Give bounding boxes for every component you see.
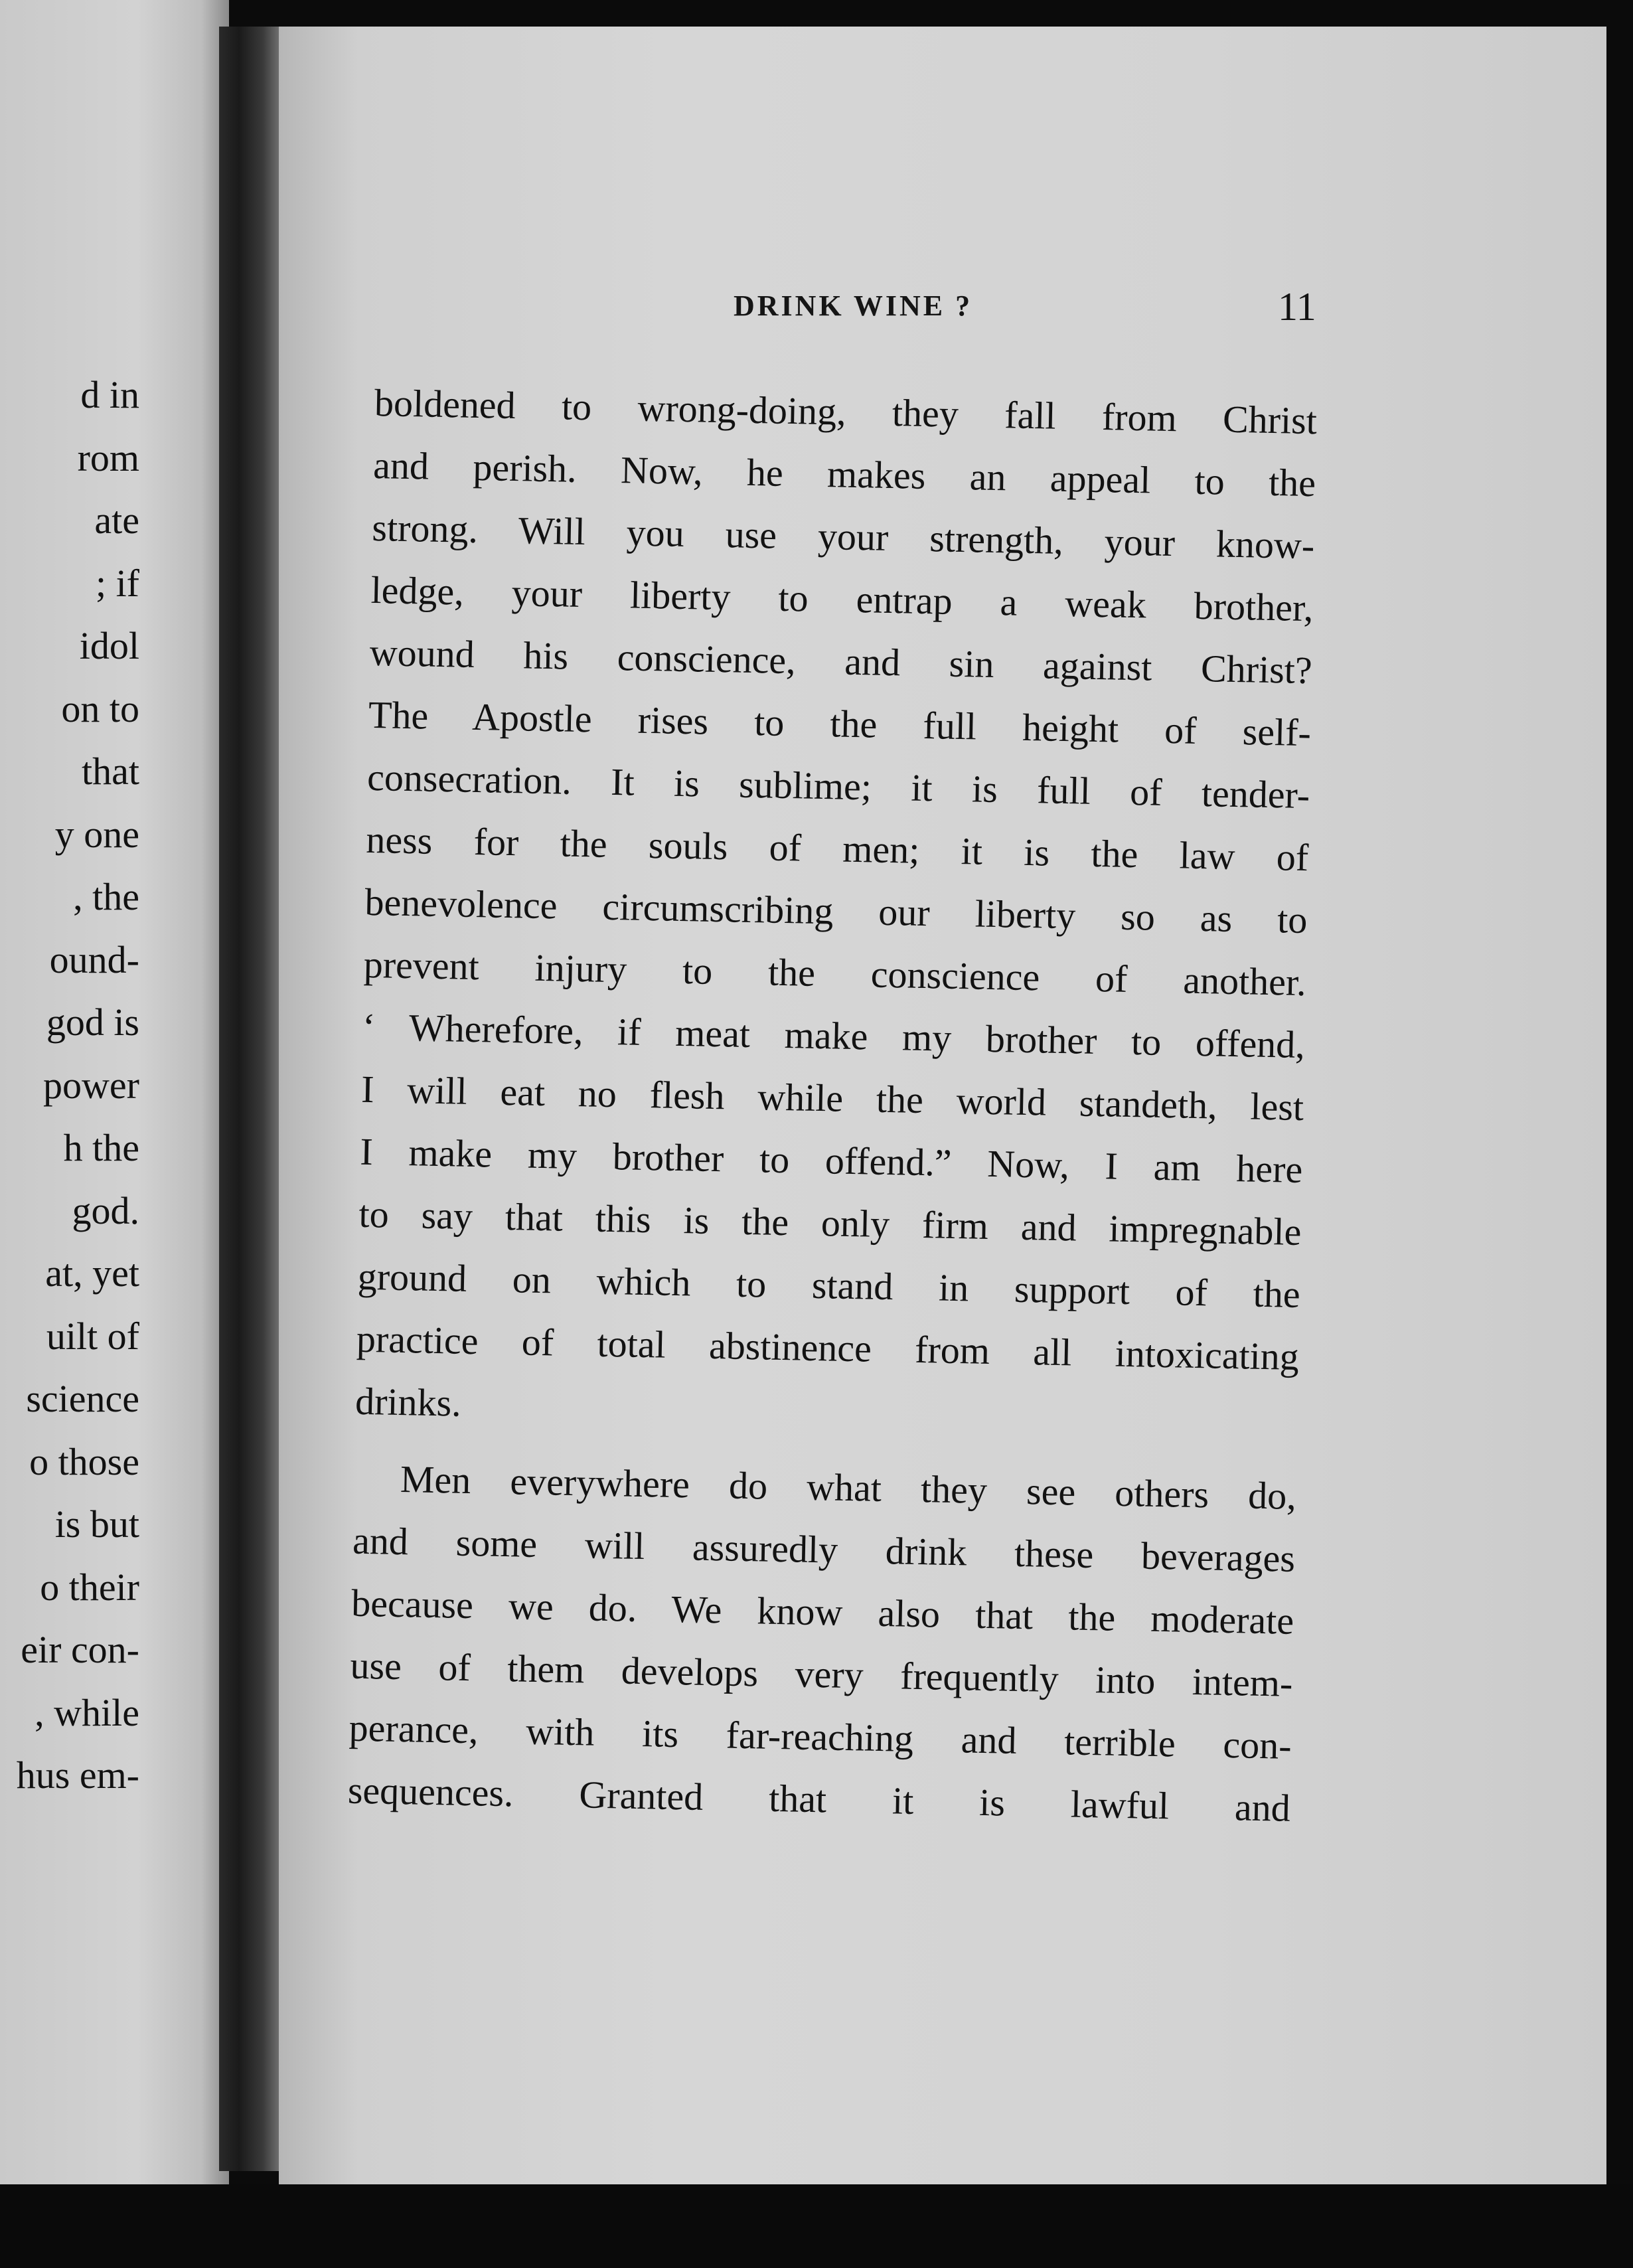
left-line: god is — [46, 1001, 139, 1044]
text-line: ‘ Wherefore, if meat make my brother to offend, — [362, 1005, 1306, 1067]
text-line: ness for the souls of men; it is the law of — [365, 817, 1309, 880]
text-line: The Apostle rises to the full height of self- — [368, 692, 1312, 755]
running-header: DRINK WINE ? — [734, 289, 973, 322]
text-line: practice of total abstinence from all intoxicating — [356, 1317, 1300, 1378]
left-page — [0, 0, 229, 2184]
scan-bottom-margin — [0, 2184, 1633, 2268]
left-line: hus em- — [16, 1753, 139, 1797]
left-line: idol — [79, 624, 139, 667]
text-line: boldened to wrong-doing, they fall from Christ — [374, 380, 1318, 443]
text-line: ledge, your liberty to entrap a weak brother, — [370, 568, 1314, 630]
left-line: o their — [40, 1565, 139, 1609]
text-line: to say that this is the only firm and impregnable — [358, 1192, 1302, 1254]
text-line: use of them develops very frequently into intem- — [349, 1643, 1293, 1705]
left-line: , the — [73, 875, 139, 918]
left-line: on to — [61, 687, 139, 730]
left-line: rom — [77, 436, 139, 479]
text-line: wound his conscience, and sin against Christ? — [369, 630, 1313, 692]
page-body — [347, 372, 1318, 1840]
text-line: sequences. Granted that it is lawful and — [347, 1768, 1291, 1830]
left-line: at, yet — [45, 1252, 139, 1295]
left-line: that — [82, 750, 139, 793]
left-page-text — [0, 364, 139, 1807]
text-line: and perish. Now, he makes an appeal to the — [372, 443, 1316, 505]
left-line: , while — [35, 1690, 139, 1734]
text-line: ground on which to stand in support of the — [357, 1254, 1301, 1317]
text-line: I make my brother to offend.” Now, I am here — [359, 1129, 1303, 1192]
left-line: ; if — [95, 561, 139, 605]
left-line: is but — [54, 1502, 139, 1546]
left-line: eir con- — [21, 1628, 139, 1671]
left-line: uilt of — [46, 1314, 139, 1358]
text-line: benevolence circumscribing our liberty so as to — [364, 880, 1308, 942]
text-line: prevent injury to the conscience of another. — [363, 942, 1307, 1005]
left-line: y one — [54, 812, 139, 856]
text-line: I will eat no flesh while the world standeth, lest — [360, 1067, 1304, 1129]
text-line: and some will assuredly drink these beverages — [352, 1518, 1296, 1580]
left-line: d in — [80, 373, 139, 416]
left-line: power — [43, 1063, 139, 1107]
page-number: 11 — [1278, 285, 1316, 329]
left-line: h the — [63, 1126, 139, 1169]
text-line: Men everywhere do what they see others do, — [400, 1457, 1297, 1518]
text-line: drinks. — [354, 1379, 462, 1425]
left-line: science — [26, 1377, 139, 1420]
text-line: strong. Will you use your strength, your know- — [371, 505, 1315, 568]
left-line: o those — [29, 1439, 139, 1483]
text-line: because we do. We know also that the moderate — [350, 1581, 1294, 1643]
left-line: ate — [94, 499, 139, 542]
text-line: consecration. It is sublime; it is full of tender- — [366, 755, 1310, 817]
text-line: perance, with its far-reaching and terrible con- — [349, 1706, 1292, 1767]
left-line: ound- — [49, 937, 139, 981]
left-line: god. — [72, 1188, 139, 1232]
